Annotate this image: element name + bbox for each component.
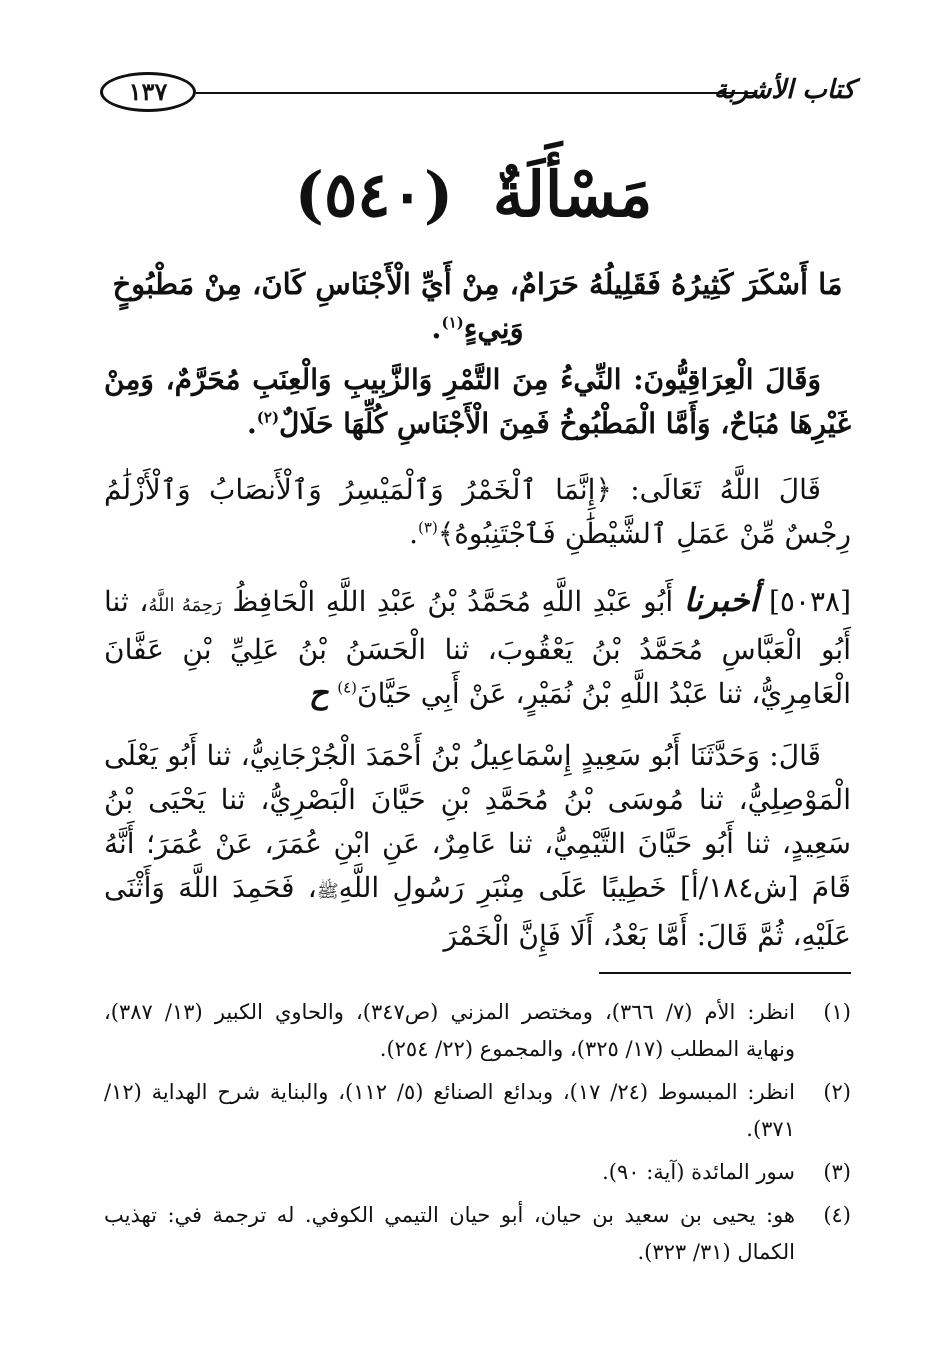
footnote-number: (١) [823,1000,851,1024]
iraqi-opinion-paragraph [104,358,851,446]
issue-title [0,150,947,240]
iraqi-opinion-text: وَقَالَ الْعِرَاقِيُّونَ: النِّيءُ مِنَ التَّمْرِ وَالزَّبِيبِ وَالْعِنَبِ مُحَرَّمٌ، وَمِنْ غَيْرِهَا مُبَاحٌ، وَأَمَّا الْمَطْبُوخُ فَمِنَ الْأَجْنَاسِ كُلِّهَا حَلَالٌ [104,363,851,440]
page-number: ١٣٧ [100,72,196,112]
iraqi-opinion-end: . [247,407,257,440]
footnote-separator [599,972,851,974]
footnote-ref-2: (٢) [256,408,280,427]
footnote-text: سور المائدة (آية: ٩٠). [602,1160,795,1184]
footnote-text: انظر: المبسوط (٢٤/ ١٧)، وبدائع الصنائع (٥/ ١١٢)، والبناية شرح الهداية (١٢/ ٣٧١). [104,1080,795,1141]
issue-heading-text: مَا أَسْكَرَ كَثِيرُهُ فَقَلِيلُهُ حَرَامٌ، مِنْ أَيِّ الْأَجْنَاسِ كَانَ، مِنْ مَطْبُوخٍ وَنِيءٍ [112,267,843,345]
issue-number: (٥٤٠) [294,158,454,231]
quran-verse-text: قَالَ اللَّهُ تَعَالَى: ﴿إِنَّمَا ٱلْخَمْرُ وَٱلْمَيْسِرُ وَٱلْأَنصَابُ وَٱلْأَزْلَٰمُ رِجْسٌ مِّنْ عَمَلِ ٱلشَّيْطَٰنِ فَٱجْتَنِبُوهُ﴾ [104,473,851,550]
header-rule [196,92,757,94]
footnote-item [104,1154,851,1191]
quran-verse-end: . [409,517,419,550]
isnad2-text-a: قَالَ: وَحَدَّثَنَا أَبُو سَعِيدٍ إِسْمَاعِيلُ بْنُ أَحْمَدَ الْجُرْجَانِيُّ، ثنا أَبُو يَعْلَى الْمَوْصِلِيُّ، ثنا مُوسَى بْنُ مُحَمَّدِ بْنِ حَيَّانَ الْبَصْرِيُّ، ثنا يَحْيَى بْنُ سَعِيدٍ، ثنا أَبُو حَيَّانَ التَّيْمِيُّ، ثنا عَامِرٌ، عَنِ ابْنِ عُمَرَ، عَنْ عُمَرَ؛ أَنَّهُ قَامَ [104,739,852,904]
footnote-ref-4: (٤) [337,678,358,697]
akhbarana-word: أخبرنا [683,581,759,619]
footnote-ref-1: (١) [441,313,464,332]
footnote-item [104,994,851,1068]
footnote-item [104,1197,851,1271]
honorific-rahimahullah: رَحِمَهُ اللَّهُ [148,595,222,616]
footnote-text: هو: يحيى بن سعيد بن حيان، أبو حيان التيمي الكوفي. له ترجمة في: تهذيب الكمال (٣١/ ٣٢٣). [104,1203,795,1264]
footnote-text: انظر: الأم (٧/ ٣٦٦)، ومختصر المزني (ص٣٤٧)، والحاوي الكبير (١٣/ ٣٨٧)، ونهاية المطلب (١٧/ ٣٢٥)، والمجموع (٢٢/ ٢٥٤). [104,1000,795,1061]
isnad1-text-a: أَبُو عَبْدِ اللَّهِ مُحَمَّدُ بْنُ عَبْدِ اللَّهِ الْحَافِظُ [232,585,674,618]
book-title: كتاب الأشربة [713,75,855,105]
isnad2-text-c: ، فَحَمِدَ اللَّهَ وَأَثْنَى عَلَيْهِ، ثُمَّ قَالَ: أَمَّا بَعْدُ، أَلَا فَإِنَّ الْخَمْرَ [104,871,851,952]
manuscript-folio-ref: [ش١٨٤/أ] [680,871,799,904]
footnote-ref-3: (٣) [418,518,438,537]
isnad2-text-b: خَطِيبًا عَلَى مِنْبَرِ رَسُولِ اللَّهِ [338,871,667,904]
hadith-isnad-paragraph-1 [104,578,851,716]
isnad1-text-b: ، ثنا أَبُو الْعَبَّاسِ مُحَمَّدُ بْنُ يَعْقُوبَ، ثنا الْحَسَنُ بْنُ عَلِيِّ بْنِ عَفَّانَ الْعَامِرِيُّ، ثنا عَبْدُ اللَّهِ بْنُ نُمَيْرٍ، عَنْ أَبِي حَيَّانَ [104,585,851,710]
hadith-isnad-paragraph-2 [104,734,851,958]
footnotes [104,994,851,1277]
tahwil-symbol: ح [308,676,329,711]
salawat-symbol: ﷺ [316,881,339,902]
hadith-number: [٥٠٣٨] [768,585,851,618]
footnote-number: (٣) [823,1160,851,1184]
issue-heading [104,262,851,350]
page-header [100,68,855,116]
footnote-item [104,1074,851,1148]
footnote-number: (٢) [823,1080,851,1104]
footnote-number: (٤) [823,1203,851,1227]
quran-verse-paragraph [104,468,851,556]
issue-title-word: مَسْأَلَةٌ [492,158,653,231]
issue-heading-end: . [431,311,442,345]
